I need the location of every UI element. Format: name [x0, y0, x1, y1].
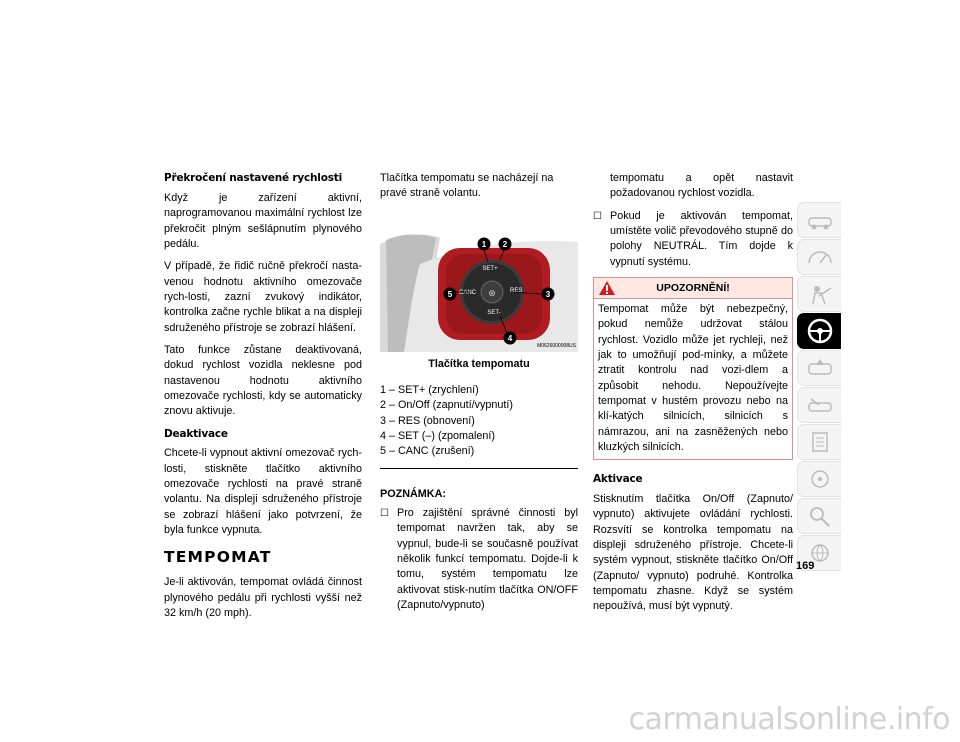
paragraph: Když je zařízení aktivní, naprogramovanou maximální rychlost lze překročit plným sešlápnutím plynového pedálu. [164, 191, 362, 250]
note-bullet [380, 506, 578, 613]
canc-label: CANC [458, 289, 476, 296]
dashboard-warning-icon [805, 245, 835, 269]
page-number: 169 [796, 560, 815, 572]
paragraph: Tato funkce zůstane deaktivovaná, dokud rychlost vozidla neklesne pod nastavenou hodnotu aktivního omezovače rychlosti, kdy se automaticky znovu aktivuje. [164, 343, 362, 418]
paragraph: Chcete-li vypnout aktivní omezovač rych-losti, stiskněte tlačítko aktivního omezovače rychlosti na pravé straně volantu. Na displeji sdruženého přístroje se zobrazí hlášení jako potvrzení, že byla funkce vypnuta. [164, 447, 362, 537]
service-car-icon [805, 393, 835, 417]
callout-3 [542, 287, 555, 300]
svg-text:2: 2 [502, 239, 508, 249]
paragraph: V případě, že řidič ručně překročí nasta-venou hodnotu aktivního omezovače rych-losti, zazní zvukový indikátor, kontrolka začne rychle blikat a na displeji sdruženého přístroje se zobrazí hlášení. [164, 260, 362, 334]
warning-header [594, 278, 792, 299]
set-plus-label: SET+ [482, 265, 498, 272]
specifications-icon [805, 430, 835, 454]
tab-specifications[interactable] [797, 424, 841, 460]
callout-1 [478, 237, 491, 250]
steering-wheel-icon [805, 318, 835, 344]
callout-4 [504, 331, 517, 344]
legend-item: 3 – RES (obnovení) [380, 414, 475, 427]
svg-text:⊛: ⊛ [488, 288, 496, 299]
figure-caption: Tlačítka tempomatu [428, 357, 530, 370]
index-search-icon [805, 504, 835, 528]
svg-text:4: 4 [507, 333, 513, 343]
car-info-icon [805, 208, 835, 232]
section-heading-activation: Aktivace [593, 473, 643, 486]
res-label: RES [510, 287, 523, 294]
tab-car-info[interactable] [797, 202, 841, 238]
legend-item: 1 – SET+ (zrychlení) [380, 383, 479, 396]
tab-emergency[interactable] [797, 350, 841, 386]
callout-2 [499, 237, 512, 250]
tab-driving[interactable] [797, 313, 841, 349]
column-left [164, 171, 362, 628]
divider [380, 468, 578, 469]
note-text: Pro zajištění správné činnosti byl tempomat navržen tak, aby se vypnul, bude-li se současně používat několik funkcí tempomatu. Dojde-li k tomu, systém tempomatu lze aktivovat stisk-nutím tlačítka ON/OFF (Zapnuto/vypnuto) [397, 506, 578, 611]
tab-dashboard[interactable] [797, 239, 841, 275]
tab-multimedia[interactable] [797, 461, 841, 497]
chapter-heading: TEMPOMAT [164, 548, 272, 567]
legend-item: 4 – SET (–) (zpomalení) [380, 429, 496, 442]
svg-text:3: 3 [545, 289, 551, 299]
bullet-box-icon: ☐ [593, 210, 602, 222]
paragraph-intro: Tlačítka tempomatu se nacházejí na pravé straně volantu. [380, 172, 554, 200]
note-continuation: tempomatu a opět nastavit požadovanou rychlost vozidla. [610, 172, 793, 200]
figure-code: M0626000008US [537, 342, 576, 349]
warning-text: Tempomat může být nebezpečný, pokud nemůže udržovat stálou rychlost. Vozidlo může jet rychleji, než jak to umožňují pod-mínky, a můžete ztratit kontrolu nad vozi-dlem a způsobit nehodu. Nepoužívejte tempomat v hustém provozu nebo na klí-katých silnicích, silnicích s námrazou, ani na zasněžených nebo kluzkých silnicích. [598, 302, 788, 453]
steering-wheel-illustration [380, 234, 578, 352]
legend-item: 5 – CANC (zrušení) [380, 445, 475, 458]
section-heading-override: Překročení nastavené rychlosti [164, 172, 342, 184]
column-middle [380, 171, 578, 618]
paragraph: Stisknutím tlačítka On/Off (Zapnuto/ vypnuto) aktivujete ovládání rychlosti. Rozsvítí se kontrolka tempomatu na displeji sdruženého přístroje. Chcete-li systém vypnout, stiskněte tlačítko On/Off (Zapnuto/ vypnuto) podruhé. Kontrolka tempomatu zhasne. Když se systém nepoužívá, musí být vypnutý. [593, 493, 793, 613]
watermark: carmanualsonline.info [628, 702, 950, 737]
tab-index[interactable] [797, 498, 841, 534]
section-heading-deactivation: Deaktivace [164, 427, 228, 440]
svg-text:5: 5 [447, 289, 453, 299]
bullet-text: Pokud je aktivován tempomat, umístěte volič převodového stupně do polohy NEUTRÁL. Tím dojde k vypnutí systému. [610, 209, 793, 268]
warning-title: UPOZORNĚNÍ! [656, 281, 730, 294]
bullet-item [593, 209, 793, 270]
tab-service[interactable] [797, 387, 841, 423]
column-right [593, 171, 793, 622]
multimedia-icon [805, 467, 835, 491]
chapter-tabs [797, 202, 842, 572]
warning-triangle-icon [598, 280, 616, 296]
warning-box [593, 277, 793, 460]
callout-5 [444, 287, 457, 300]
bullet-box-icon: ☐ [380, 507, 389, 519]
safety-icon [805, 282, 835, 306]
emergency-icon [805, 356, 835, 380]
paragraph: Je-li aktivován, tempomat ovládá činnost plynového pedálu při rychlosti vyšší než 32 km/h (20 mph). [164, 576, 362, 620]
figure-legend [380, 383, 578, 460]
legend-item: 2 – On/Off (zapnutí/vypnutí) [380, 399, 514, 412]
set-minus-label: SET- [487, 309, 501, 316]
svg-text:1: 1 [481, 239, 487, 249]
note-title: POZNÁMKA: [380, 487, 446, 500]
cruise-control-figure [380, 234, 578, 352]
tab-safety[interactable] [797, 276, 841, 312]
